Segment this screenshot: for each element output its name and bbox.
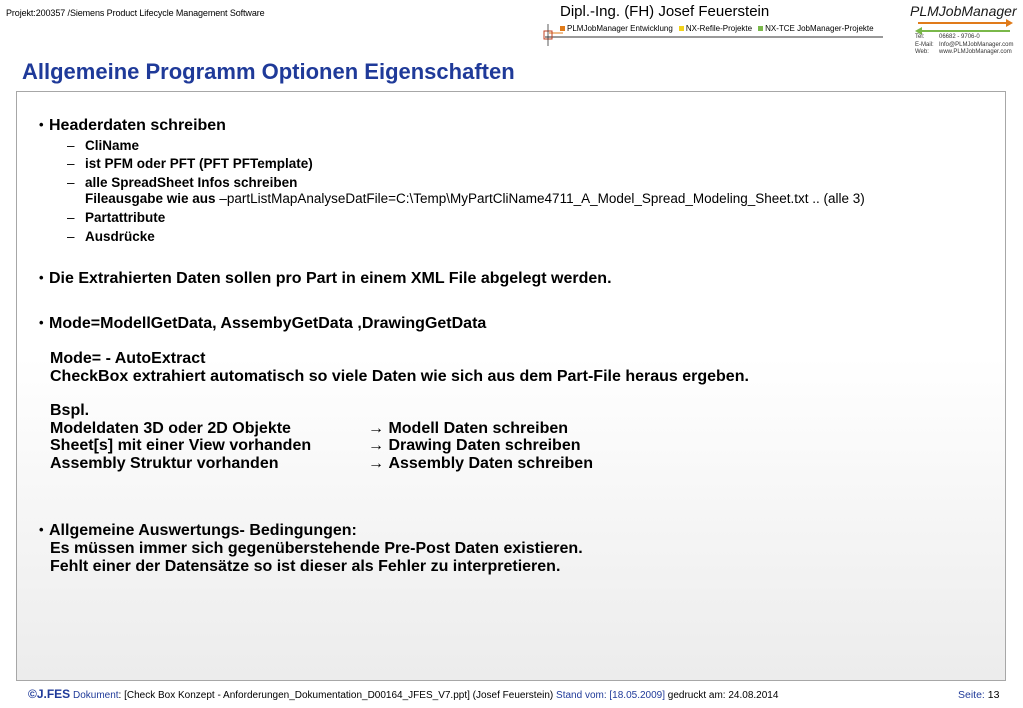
document-value: : [Check Box Konzept - Anforderungen_Dokumentation_D00164_JFES_V7.ppt] (Josef Feuerstein): [118, 690, 557, 701]
arrow-right-icon: →: [368, 419, 389, 437]
copyright-label: ©J.FES: [28, 687, 71, 701]
stand-date: Stand vom: [18.05.2009]: [556, 690, 665, 701]
list-item: – ist PFM oder PFT (PFT PFTemplate): [67, 156, 313, 171]
list-item: – alle SpreadSheet Infos schreiben: [67, 175, 298, 190]
bullet-auswertung: • Allgemeine Auswertungs- Bedingungen:: [39, 522, 357, 539]
example-row: Modeldaten 3D oder 2D Objekte → Modell Daten schreiben: [50, 419, 569, 437]
mode-line: Mode= - AutoExtract: [50, 350, 206, 367]
bullet-icon: •: [39, 315, 44, 330]
contact-email: E-Mail: Info@PLMJobManager.com: [915, 41, 1014, 48]
bullet-extrahierte-daten: • Die Extrahierten Daten sollen pro Part in einem XML File abgelegt werden.: [39, 270, 612, 287]
list-item: – CliName: [67, 138, 140, 153]
mode-description: [50, 350, 749, 472]
author-name: Dipl.-Ing. (FH) Josef Feuerstein: [560, 3, 770, 20]
legend-item-entwicklung: PLMJobManager Entwicklung: [560, 24, 673, 33]
legend-item-tce: NX-TCE JobManager-Projekte: [758, 24, 873, 33]
auswertung-line: Es müssen immer sich gegenüberstehende Pre-Post Daten existieren.: [50, 540, 583, 557]
arrow-right-icon: →: [368, 437, 389, 454]
contact-web: Web: www.PLMJobManager.com: [915, 49, 1012, 55]
arrow-right-icon: →: [368, 454, 389, 472]
brand-logo: PLMJobManager: [910, 3, 1017, 19]
header-lines-decoration: [535, 20, 920, 50]
printed-date: gedruckt am: 24.08.2014: [665, 690, 779, 701]
bullet-headerdaten: • Headerdaten schreiben: [39, 117, 226, 134]
auswertung-text: [50, 540, 583, 575]
page-title: Allgemeine Programm Optionen Eigenschaften: [22, 59, 515, 84]
checkbox-line: CheckBox extrahiert automatisch so viele Daten wie sich aus dem Part-File heraus ergeben.: [50, 367, 749, 385]
bullet-icon: •: [39, 270, 44, 285]
example-row: Sheet[s] mit einer View vorhanden → Drawing Daten schreiben: [50, 437, 581, 454]
legend-item-refile: NX-Refile-Projekte: [679, 24, 752, 33]
contact-block: [915, 34, 1013, 57]
auswertung-line: Fehlt einer der Datensätze so ist dieser als Fehler zu interpretieren.: [50, 557, 561, 575]
contact-tel: Tel: 06682 - 9706-0: [915, 34, 980, 40]
document-label: Dokument: [72, 690, 119, 701]
list-item: – Ausdrücke: [67, 229, 155, 244]
project-label: Projekt:200357 /Siemens Product Lifecycle Management Software: [6, 8, 265, 18]
page-number: Seite: 13: [958, 689, 1000, 701]
example-row: Assembly Struktur vorhanden → Assembly Daten schreiben: [50, 454, 593, 472]
bullet-icon: •: [39, 117, 44, 132]
bullet-icon: •: [39, 522, 44, 537]
bspl-label: Bspl.: [50, 402, 90, 419]
list-item: – Partattribute: [67, 210, 166, 225]
bullet-mode: • Mode=ModellGetData, AssembyGetData ,DrawingGetData: [39, 315, 487, 332]
sublist-headerdaten: [67, 138, 865, 245]
file-output-line: Fileausgabe wie aus –partListMapAnalyseDatFile=C:\Temp\MyPartCliName4711_A_Model_Spread_Modeling_Sheet.txt .. (alle 3): [85, 191, 865, 206]
content-box: [16, 91, 1006, 681]
footer-document-info: [28, 687, 778, 701]
